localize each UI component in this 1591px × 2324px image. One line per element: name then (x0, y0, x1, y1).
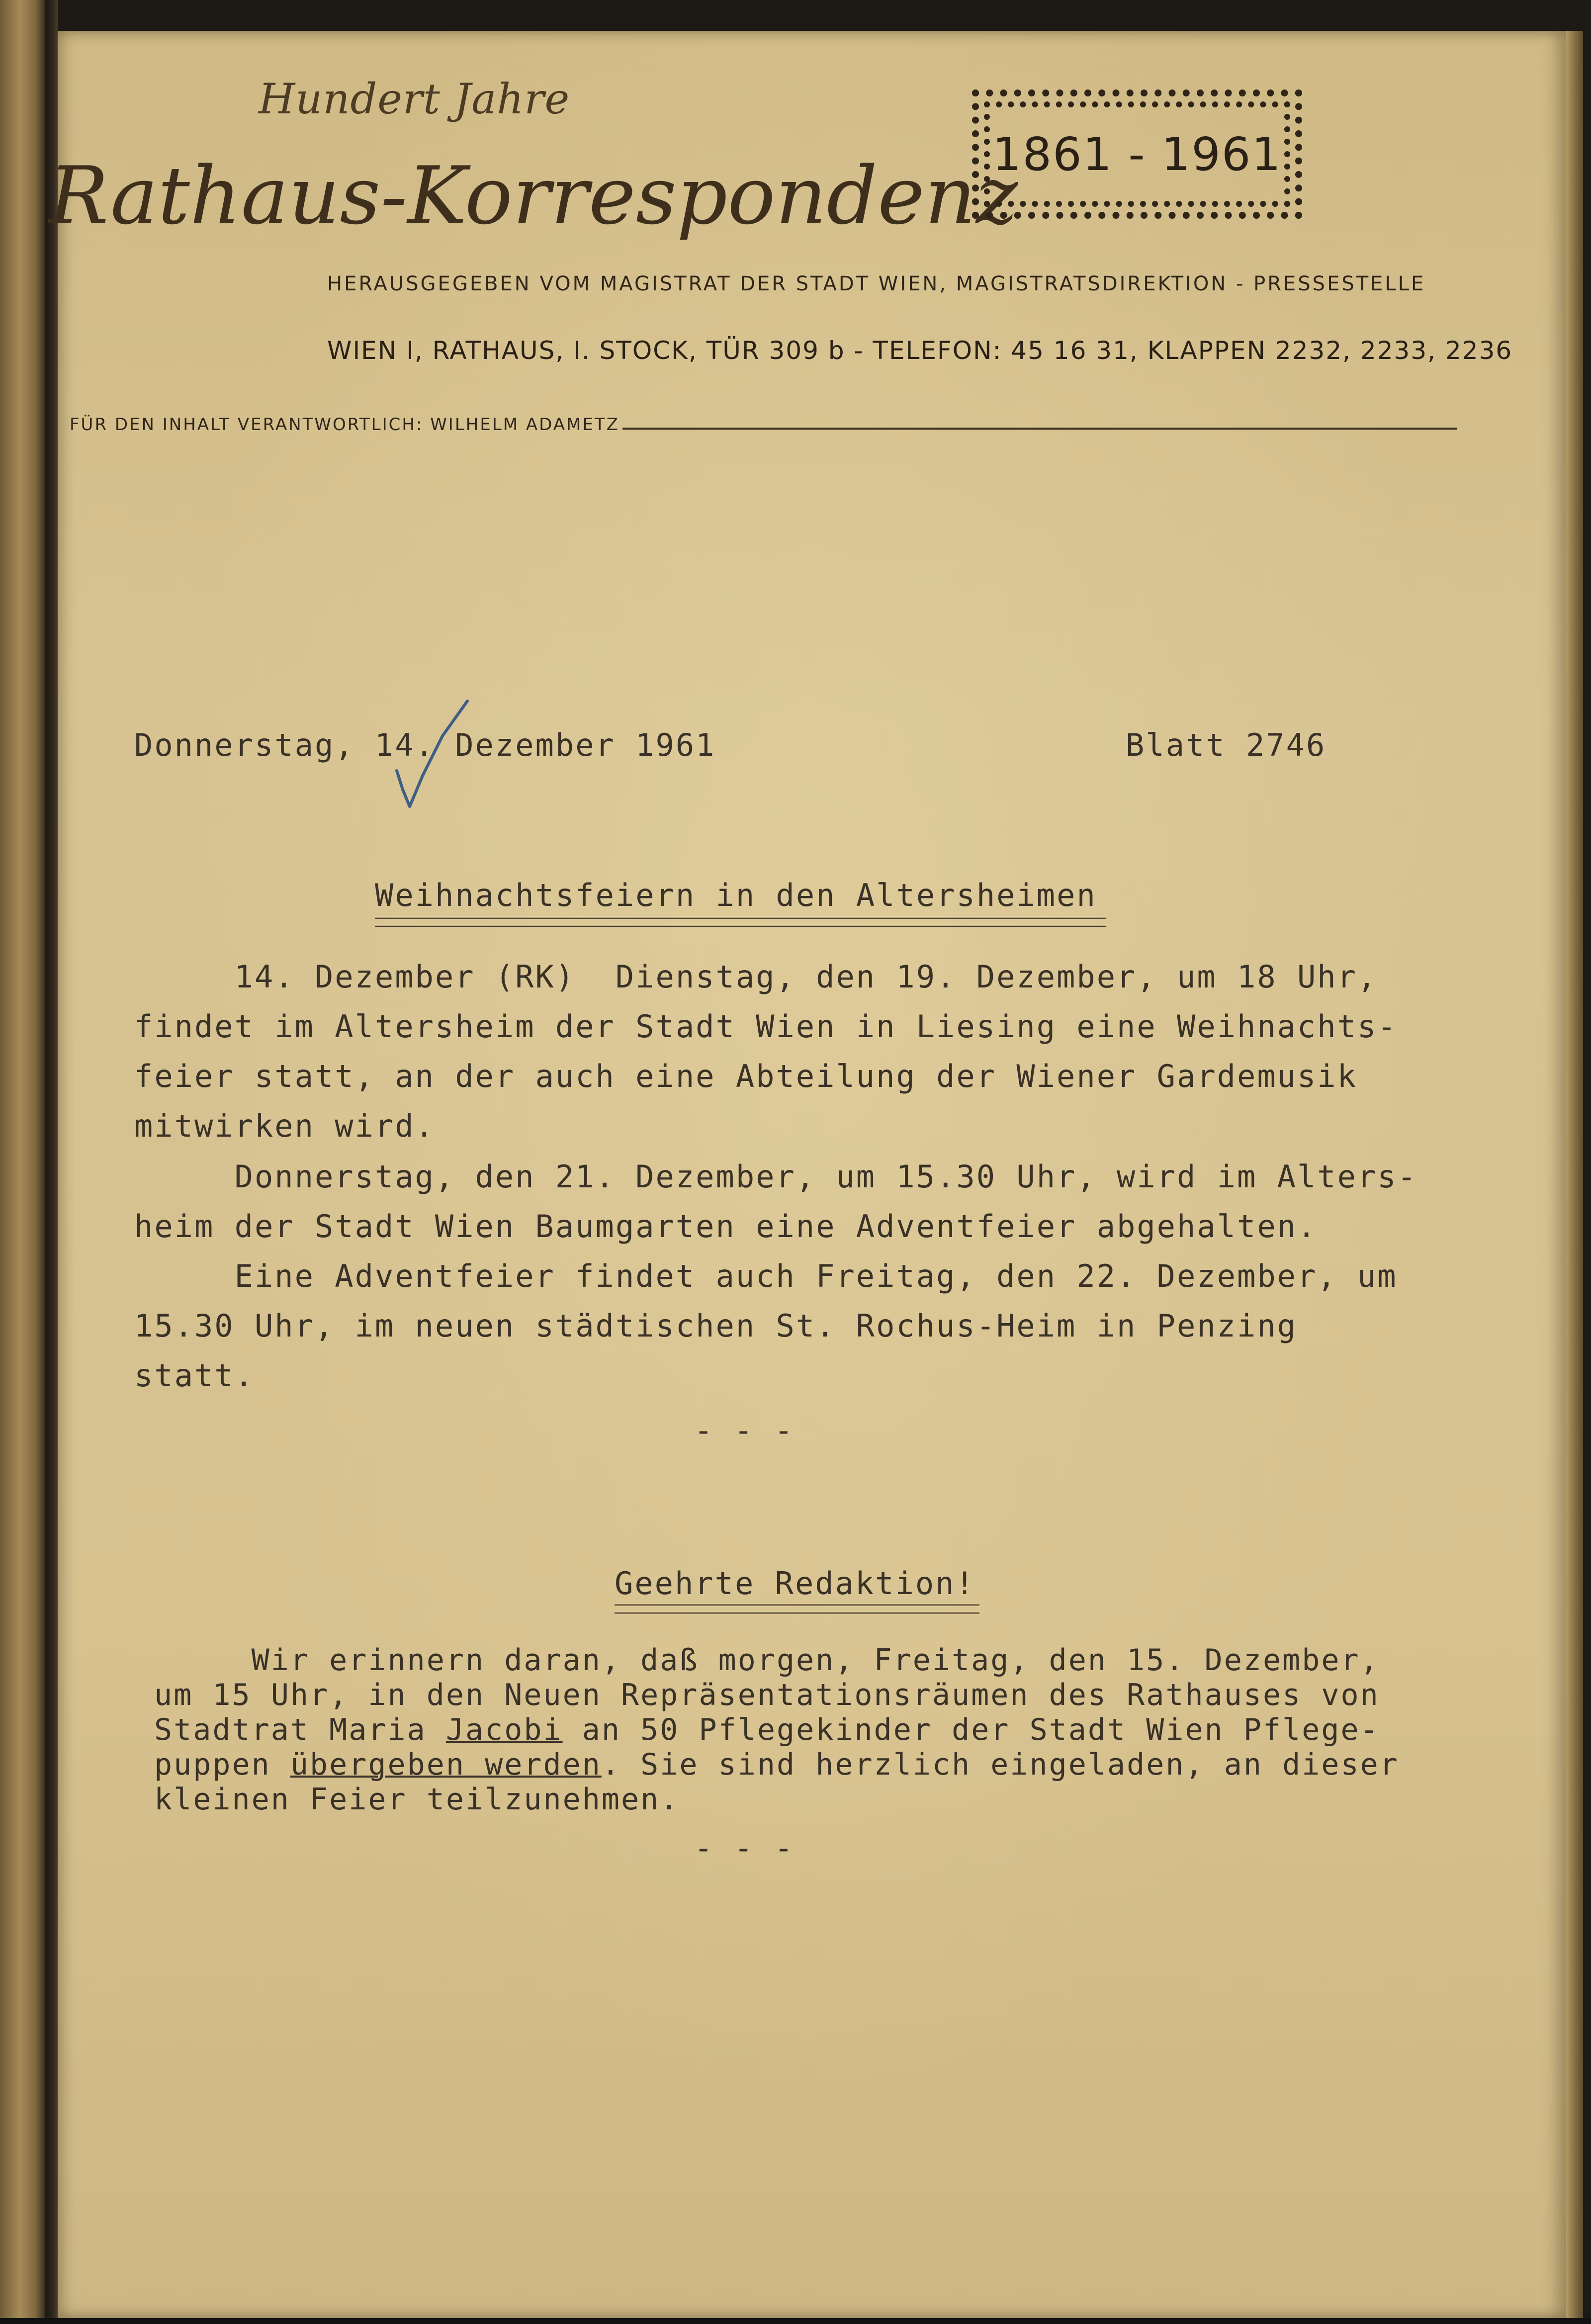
article1-heading-underline (375, 917, 1106, 927)
article2-line3-end: an 50 Pflegekinder der Stadt Wien Pflege- (562, 1712, 1380, 1747)
article2-heading: Geehrte Redaktion! (615, 1565, 975, 1602)
article1-separator: - - - (694, 1412, 795, 1448)
facing-page-edge (0, 0, 45, 2324)
book-gutter (45, 0, 58, 2324)
page-edge (1566, 31, 1583, 2318)
letterhead-title: Rathaus-Korrespondenz (49, 149, 1018, 242)
publisher-line: HERAUSGEGEBEN VOM MAGISTRAT DER STADT WIEN, MAGISTRATSDIREKTION - PRESSESTELLE (327, 272, 1426, 295)
article1-line: statt. (134, 1357, 255, 1394)
article1-line: Eine Adventfeier findet auch Freitag, den 22. Dezember, um (134, 1258, 1398, 1294)
article2-line4-start: puppen (154, 1747, 290, 1782)
underlined-phrase: übergeben werden (290, 1747, 602, 1782)
date-line: Donnerstag, 14. Dezember 1961 (134, 727, 716, 763)
article2-line3-start: Stadtrat Maria (154, 1712, 446, 1747)
article2-separator: - - - (694, 1830, 795, 1866)
article2-line (154, 1712, 1380, 1747)
article2-heading-underline (615, 1604, 979, 1614)
person-name: Jacobi (445, 1712, 563, 1747)
article2-line4-end: . Sie sind herzlich eingeladen, an dieser (601, 1747, 1399, 1782)
article2-line: kleinen Feier teilzunehmen. (154, 1782, 680, 1817)
address-line: WIEN I, RATHAUS, I. STOCK, TÜR 309 b - TELEFON: 45 16 31, KLAPPEN 2232, 2233, 2236 (327, 336, 1513, 365)
responsible-text: FÜR DEN INHALT VERANTWORTLICH: WILHELM ADAMETZ (70, 415, 619, 435)
article1-line: heim der Stadt Wien Baumgarten eine Adventfeier abgehalten. (134, 1208, 1318, 1245)
responsible-rule (622, 428, 1457, 430)
anniversary-years: 1861 - 1961 (984, 101, 1290, 207)
article1-line: mitwirken wird. (134, 1108, 435, 1144)
letterhead-subtitle: Hundert Jahre (259, 75, 570, 123)
article2-line (154, 1747, 1399, 1782)
article1-line: Donnerstag, den 21. Dezember, um 15.30 Uhr, wird im Alters- (134, 1159, 1417, 1195)
responsible-row (70, 415, 1457, 435)
sheet-number: Blatt 2746 (1126, 727, 1326, 763)
anniversary-badge (972, 89, 1302, 219)
article1-line: feier statt, an der auch eine Abteilung der Wiener Gardemusik (134, 1058, 1357, 1094)
article1-heading: Weihnachtsfeiern in den Altersheimen (375, 877, 1097, 913)
article1-line: 14. Dezember (RK) Dienstag, den 19. Dezember, um 18 Uhr, (134, 959, 1378, 995)
article1-line: 15.30 Uhr, im neuen städtischen St. Rochus-Heim in Penzing (134, 1308, 1297, 1344)
pencil-check-icon (393, 696, 482, 810)
article1-line: findet im Altersheim der Stadt Wien in Liesing eine Weihnachts- (134, 1008, 1398, 1045)
article2-line: Wir erinnern daran, daß morgen, Freitag, den 15. Dezember, (154, 1643, 1380, 1678)
scan-border (0, 2318, 1591, 2324)
article2-line: um 15 Uhr, in den Neuen Repräsentationsräumen des Rathauses von (154, 1678, 1380, 1712)
